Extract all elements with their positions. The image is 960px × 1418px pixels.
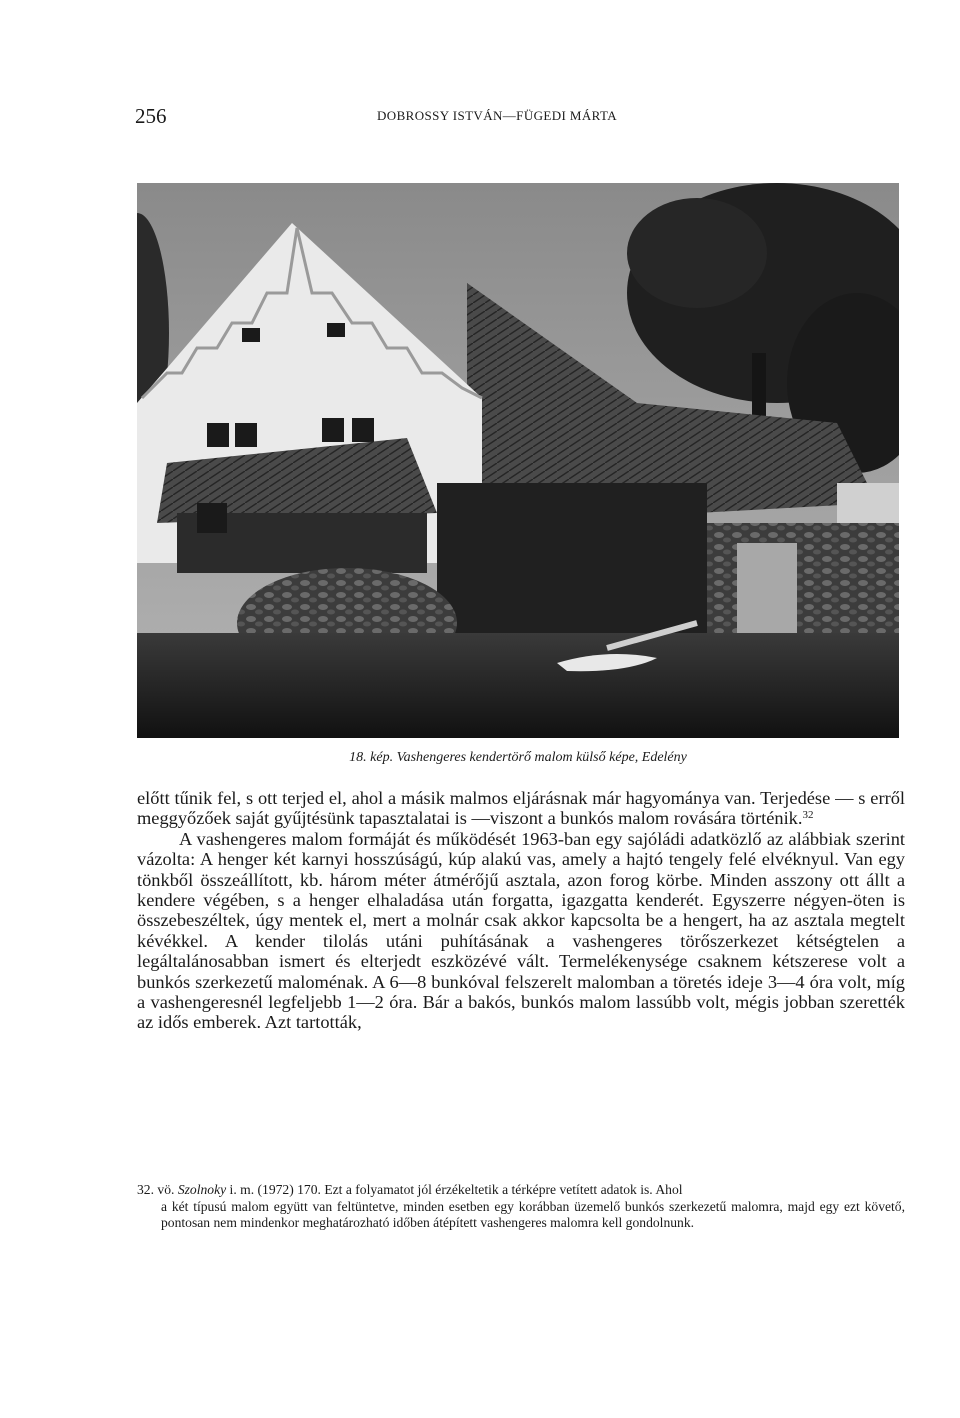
footnote-ref: i. m. (1972) 170. Ezt a folyamatot jól érzékeltetik a térképre vetített adatok is. Ahol: [229, 1182, 683, 1197]
paragraph-1-text: előtt tűnik fel, s ott terjed el, ahol a másik malmos eljárásnak már hagyománya van. Terjedése — s erről meggyőzőek saját gyűjtésünk tapasztalatai is —viszont a bunkós malom rovására történik.: [137, 788, 905, 829]
paragraph-2: A vashengeres malom formáját és működését 1963-ban egy sajóládi adatközlő az alábbiak szerint vázolta: A henger két karnyi hosszúságú, kúp alakú vas, amely a hajtó tengely felé elvéknyul. Van egy tönkből összeállított, kb. három méter átmérőjű asztala, azon forog körbe. Minden asszony ott állt a kendere végében, s a henger elhaladása után forgatta, igazgatta kenderét. Egyszerre négyen-öten is összebeszéltek, úgy mentek el, mert a molnár csak akkor kapcsolta be a hengert, ha az asztala megtelt kévékkel. A kender tilolás utáni puhításának a vashengeres törőszerkezet kétségtelen a legáltalánosabban ismert és elterjedt eszközévé vált. Termelékenysége csaknem kétszerese volt a bunkós szerkezetű maloménak. A 6—8 bunkóval felszerelt malomban a töretés ideje 3—4 óra volt, míg a vashengeresnél legfeljebb 1—2 óra. Bár a bakós, bunkós malom lassúbb volt, mégis jobban szerették az idős emberek. Azt tartották,: [137, 828, 905, 1033]
figure-number: 18. kép.: [349, 750, 394, 765]
footnote-continuation: a két típusú malom együtt van feltüntetve, minden esetben egy korábban üzemelő bunkós szerkezetű malomra, majd egy ezt követő, pontosan nem mindenkor meghatározható időben átépített vashengeres malomra kell gondolnunk.: [161, 1198, 905, 1230]
page-number: 256: [135, 104, 167, 128]
footnote-reference: 32: [802, 809, 814, 822]
mill-photograph: [137, 183, 899, 738]
body-text: [137, 788, 905, 1033]
footnote-author: Szolnoky: [177, 1182, 227, 1197]
mill-photo-illustration: [137, 183, 899, 738]
paragraph-1: [137, 788, 905, 829]
footnote-number: 32.: [137, 1182, 154, 1197]
figure-caption: [137, 750, 899, 766]
running-head: DOBROSSY ISTVÁN—FÜGEDI MÁRTA: [377, 108, 618, 123]
footnote-32: [137, 1182, 905, 1232]
figure-caption-text: Vashengeres kendertörő malom külső képe, Edelény: [396, 750, 687, 765]
footnote-pre: vö.: [157, 1182, 175, 1197]
